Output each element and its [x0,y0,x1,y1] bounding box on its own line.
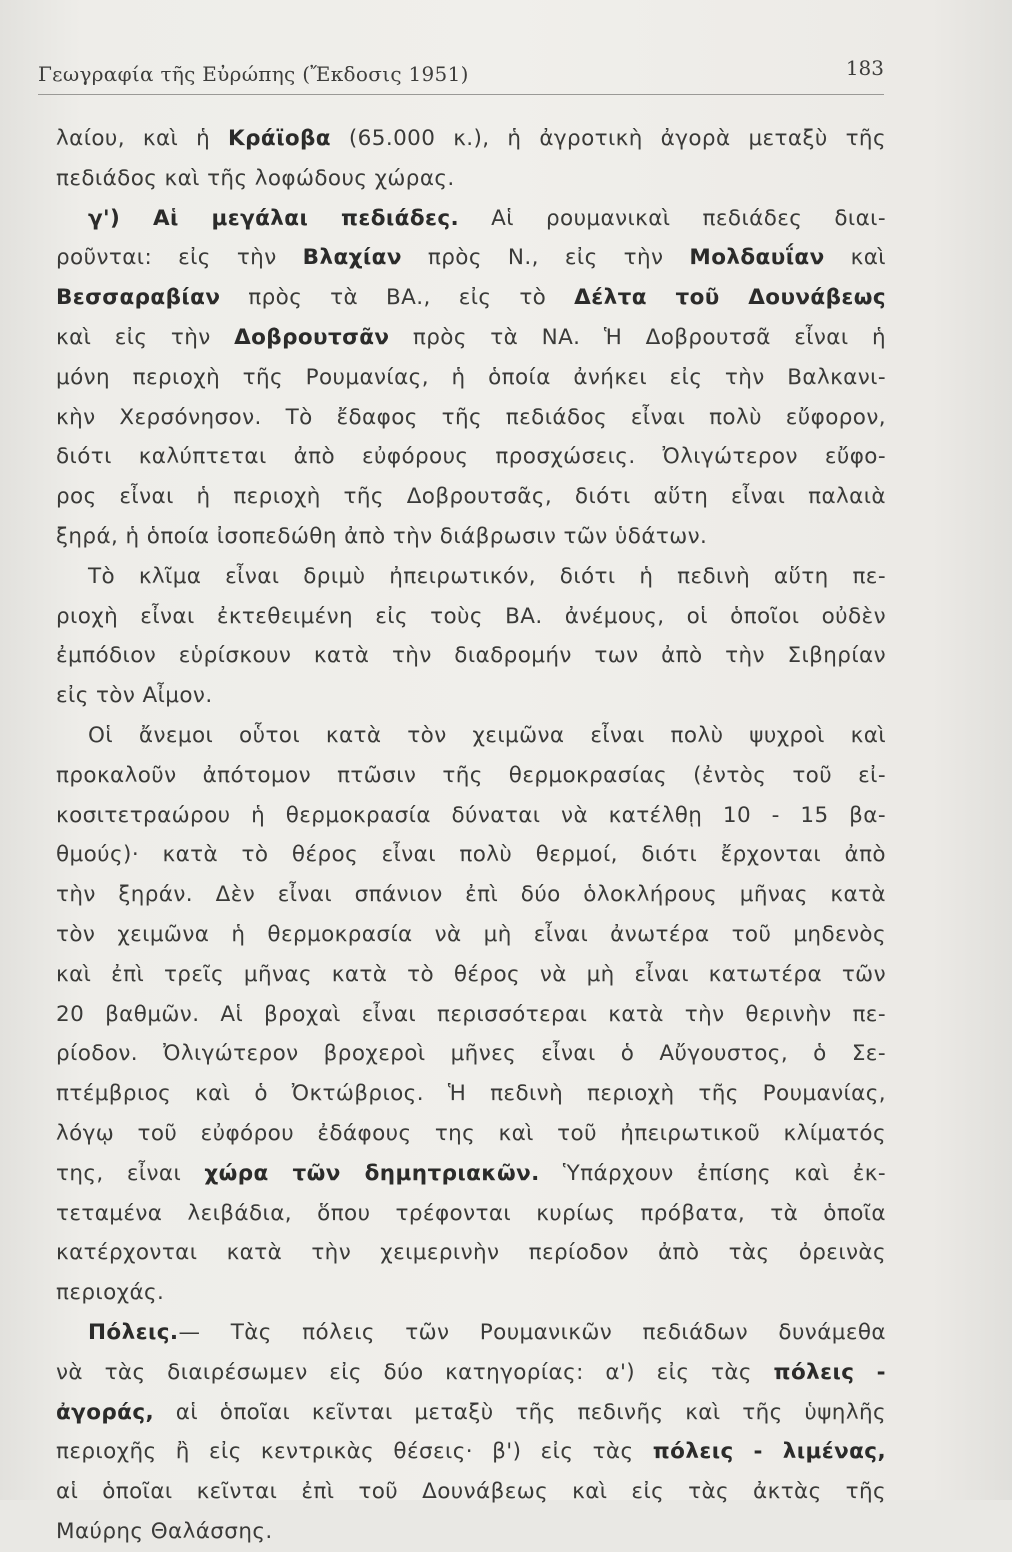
text-line [56,796,886,836]
text-line [56,318,886,358]
text-run: περιοχάς. [56,1280,165,1306]
text-line [56,915,886,955]
text-line [56,358,886,398]
text-run: εἰς τὸν Αἶμον. [56,683,213,709]
text-line [56,437,886,477]
text-run: πρὸς τὰ ΝΑ. Ἡ Δοβρουτσᾶ εἶναι ἡ [389,324,886,350]
text-line [56,199,886,239]
bold-term: Δοβρουτσᾶν [234,324,390,350]
text-line [56,517,886,557]
text-run: περιοχῆς ἢ εἰς κεντρικὰς θέσεις· β') εἰς τὰς [56,1439,653,1465]
text-line [56,1154,886,1194]
bold-term: Δέλτα τοῦ Δουνάβεως [574,285,886,311]
text-line [56,756,886,796]
text-line [56,119,886,159]
text-line [56,1432,886,1472]
text-line [56,1273,886,1313]
text-line [56,1472,886,1512]
text-run: νὰ τὰς διαιρέσωμεν εἰς δύο κατηγορίας: α') εἰς τὰς [56,1359,774,1385]
text-run: Ὑπάρχουν ἐπίσης καὶ ἐκ- [539,1160,886,1186]
text-line [56,1393,886,1433]
text-line [56,1034,886,1074]
text-line [56,597,886,637]
text-run: πεδιάδος καὶ τῆς λοφώδους χώρας. [56,165,455,191]
text-line [56,1512,886,1552]
text-line [56,1194,886,1234]
page-number: 183 [845,56,884,80]
text-line [56,835,886,875]
bold-term: Βεσσαραβίαν [56,285,221,311]
text-run: κατέρχονται κατὰ τὴν χειμερινὴν περίοδον ἀπὸ τὰς ὀρεινὰς [56,1240,886,1266]
text-run: καὶ [824,245,886,271]
bold-term: Πόλεις. [88,1319,179,1345]
text-line [56,1074,886,1114]
bold-term: πόλεις - [773,1359,886,1385]
bold-term: ἀγοράς, [56,1399,155,1425]
text-run: πρὸς τὰ ΒΑ., εἰς τὸ [220,285,575,311]
text-line [56,398,886,438]
body-text [56,119,886,1552]
text-run: αἱ ὁποῖαι κεῖνται μεταξὺ τῆς πεδινῆς καὶ τῆς ὑψηλῆς [154,1399,886,1425]
text-run: προκαλοῦν ἀπότομον πτῶσιν τῆς θερμοκρασίας (ἐντὸς τοῦ εἰ- [56,762,886,788]
bold-term: πόλεις - λιμένας, [652,1439,887,1465]
text-run: Οἱ ἄνεμοι οὗτοι κατὰ τὸν χειμῶνα εἶναι πολὺ ψυχροὶ καὶ [88,722,886,748]
running-header [38,56,884,90]
text-run: κοσιτετραώρου ἡ θερμοκρασία δύναται νὰ κατέλθῃ 10 - 15 βα- [56,802,886,828]
text-run: λόγῳ τοῦ εὐφόρου ἐδάφους της καὶ τοῦ ἠπειρωτικοῦ κλίματός [56,1120,886,1146]
text-run: — Τὰς πόλεις τῶν Ρουμανικῶν πεδιάδων δυνάμεθα [178,1319,886,1345]
text-line [56,477,886,517]
header-rule [38,94,884,95]
text-line [56,636,886,676]
text-line [56,1114,886,1154]
text-run: ροῦνται: εἰς τὴν [56,245,303,271]
text-run: ριοχὴ εἶναι ἐκτεθειμένη εἰς τοὺς ΒΑ. ἀνέμους, οἱ ὁποῖοι οὐδὲν [56,603,886,629]
text-run: καὶ ἐπὶ τρεῖς μῆνας κατὰ τὸ θέρος νὰ μὴ εἶναι κατωτέρα τῶν [56,961,886,987]
text-line [56,278,886,318]
text-line [56,875,886,915]
text-run: τὴν ξηράν. Δὲν εἶναι σπάνιον ἐπὶ δύο ὁλοκλήρους μῆνας κατὰ [56,882,886,908]
text-line [56,995,886,1035]
text-line [56,557,886,597]
text-line [56,159,886,199]
bold-term: χώρα τῶν δημητριακῶν. [204,1160,540,1186]
text-run: ἐμπόδιον εὑρίσκουν κατὰ τὴν διαδρομήν των ἀπὸ τὴν Σιβηρίαν [56,643,886,669]
text-line [56,676,886,716]
text-run: της, εἶναι [56,1160,205,1186]
text-run: αἱ ὁποῖαι κεῖνται ἐπὶ τοῦ Δουνάβεως καὶ εἰς τὰς ἀκτὰς τῆς [56,1479,886,1505]
bold-term: γ') Αἱ μεγάλαι πεδιάδες. [88,205,460,231]
text-line [56,1233,886,1273]
text-run: καὶ εἰς τὴν [56,324,235,350]
text-line [56,1353,886,1393]
text-run: κὴν Χερσόνησον. Τὸ ἔδαφος τῆς πεδιάδος εἶναι πολὺ εὔφορον, [56,404,886,430]
text-run: πρὸς Ν., εἰς τὴν [401,245,690,271]
text-run: πτέμβριος καὶ ὁ Ὀκτώβριος. Ἡ πεδινὴ περιοχὴ τῆς Ρουμανίας, [56,1081,886,1107]
text-run: τὸν χειμῶνα ἡ θερμοκρασία νὰ μὴ εἶναι ἀνωτέρα τοῦ μηδενὸς [56,921,886,947]
bold-term: Κράϊοβα [228,126,331,151]
text-line [56,955,886,995]
text-line [56,716,886,756]
running-title: Γεωγραφία τῆς Εὐρώπης (Ἔκδοσις 1951) [38,62,469,86]
text-run: λαίου, καὶ ἡ [56,126,229,151]
text-run: (65.000 κ.), ἡ ἀγροτικὴ ἀγορὰ μεταξὺ τῆς [330,126,886,151]
text-run: ξηρά, ἡ ὁποία ἰσοπεδώθη ἀπὸ τὴν διάβρωσιν τῶν ὑδάτων. [56,523,708,549]
text-line [56,1313,886,1353]
text-run: μόνη περιοχὴ τῆς Ρουμανίας, ἡ ὁποία ἀνήκει εἰς τὴν Βαλκανι- [56,364,886,390]
text-run: Αἱ ρουμανικαὶ πεδιάδες διαι- [459,205,886,231]
text-run: ρίοδον. Ὀλιγώτερον βροχεροὶ μῆνες εἶναι ὁ Αὔγουστος, ὁ Σε- [56,1041,886,1067]
bold-term: Μολδαυΐαν [689,245,825,271]
text-line [56,238,886,278]
text-run: 20 βαθμῶν. Αἱ βροχαὶ εἶναι περισσότεραι κατὰ τὴν θερινὴν πε- [56,1001,886,1027]
text-run: διότι καλύπτεται ἀπὸ εὐφόρους προσχώσεις. Ὀλιγώτερον εὔφο- [56,444,886,470]
text-run: Τὸ κλῖμα εἶναι δριμὺ ἠπειρωτικόν, διότι ἡ πεδινὴ αὕτη πε- [88,563,886,589]
text-run: θμούς)· κατὰ τὸ θέρος εἶναι πολὺ θερμοί, διότι ἔρχονται ἀπὸ [56,842,886,868]
text-run: ρος εἶναι ἡ περιοχὴ τῆς Δοβρουτσᾶς, διότι αὕτη εἶναι παλαιὰ [56,484,886,510]
bold-term: Βλαχίαν [302,245,402,271]
text-run: Μαύρης Θαλάσσης. [56,1518,273,1544]
text-run: τεταμένα λειβάδια, ὅπου τρέφονται κυρίως πρόβατα, τὰ ὁποῖα [56,1200,886,1226]
